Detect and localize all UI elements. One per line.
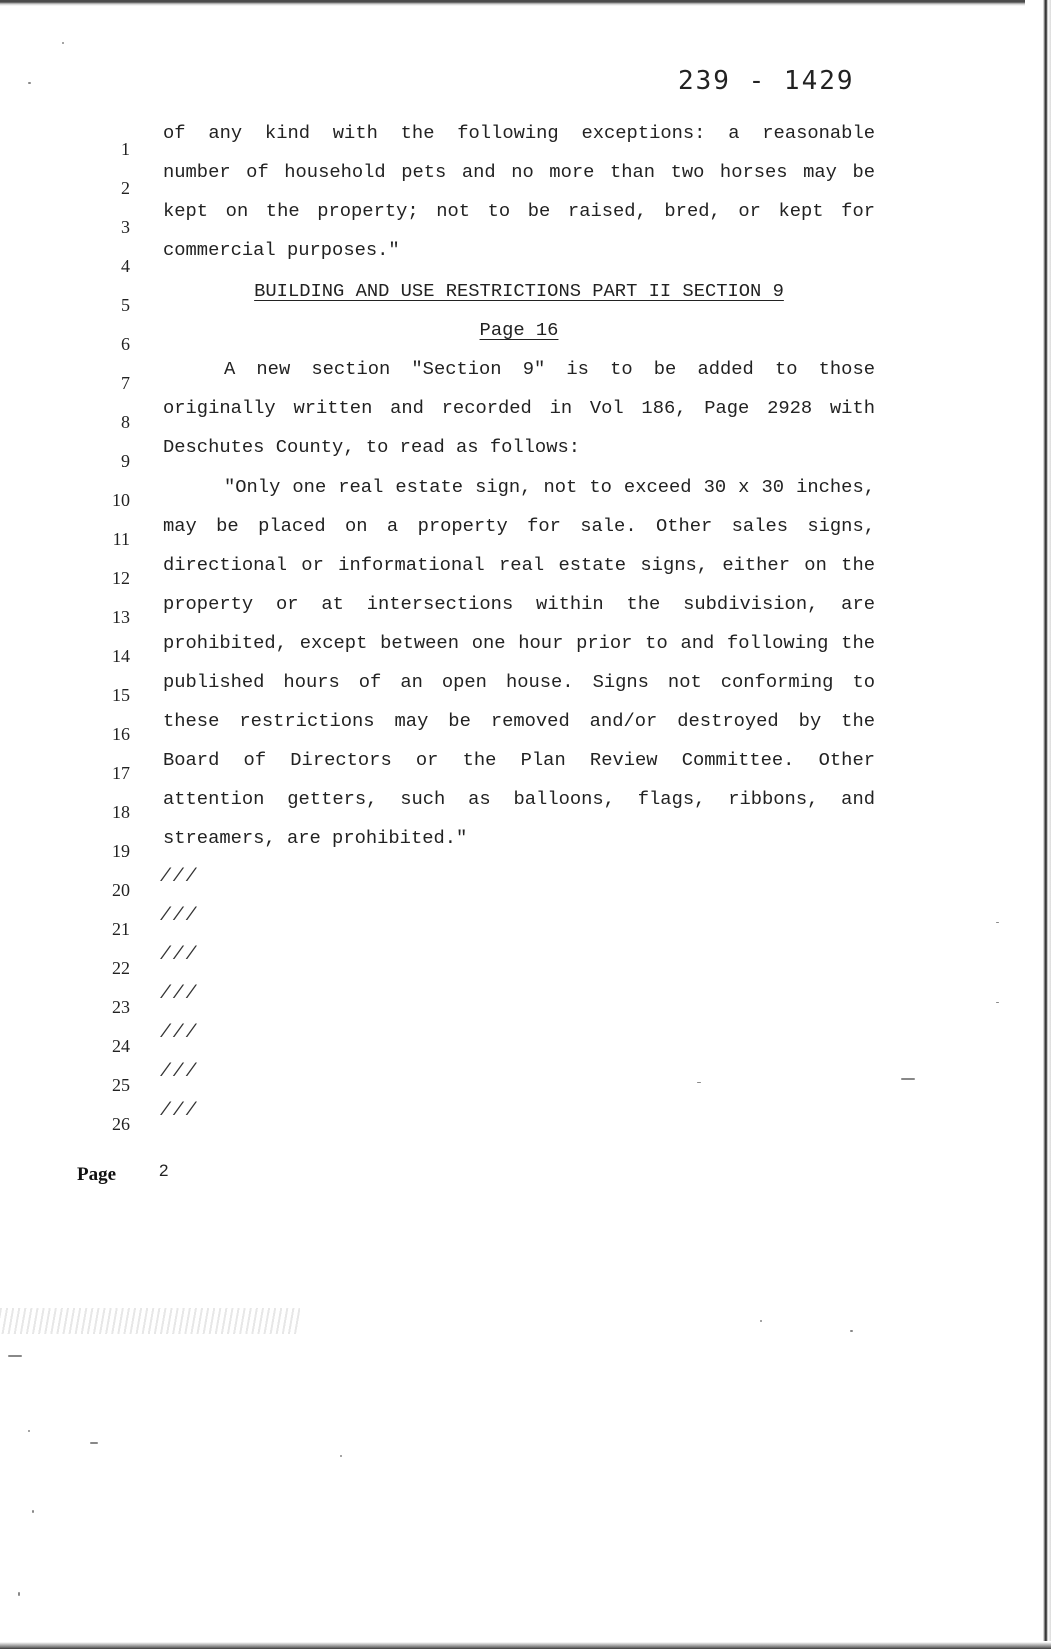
scan-speck — [996, 1002, 999, 1003]
text-line: property or at intersections within the subdivision, are — [163, 593, 875, 615]
line-number: 19 — [112, 841, 130, 861]
scan-speck — [28, 1430, 30, 1432]
continuation-mark: /// — [160, 1023, 199, 1043]
line-number: 3 — [121, 217, 130, 237]
scan-speck — [28, 82, 31, 84]
text-line: "Only one real estate sign, not to exceed 30 x 30 inches, — [224, 476, 875, 498]
footer-page-number: 2 — [159, 1161, 169, 1180]
scan-speck — [8, 1355, 22, 1357]
line-number: 25 — [112, 1075, 130, 1095]
line-number: 16 — [112, 724, 130, 744]
text-line: Deschutes County, to read as follows: — [163, 436, 581, 458]
line-number: 13 — [112, 607, 130, 627]
line-number: 23 — [112, 997, 130, 1017]
scan-speck — [901, 1078, 915, 1080]
text-line: directional or informational real estate signs, either on the — [163, 554, 875, 576]
text-line: A new section "Section 9" is to be added to those — [224, 358, 875, 380]
line-number: 20 — [112, 880, 130, 900]
scan-edge-right — [1025, 0, 1051, 1649]
scan-smudge — [0, 1308, 300, 1334]
scan-speck — [32, 1510, 34, 1513]
line-number: 11 — [112, 529, 130, 549]
scan-speck — [850, 1330, 853, 1332]
continuation-mark: /// — [160, 984, 199, 1004]
line-number: 22 — [112, 958, 130, 978]
scan-speck — [996, 922, 999, 923]
line-number: 7 — [121, 373, 130, 393]
section-heading — [163, 272, 875, 311]
continuation-mark: /// — [160, 945, 199, 965]
text-line: prohibited, except between one hour prior to and following the — [163, 632, 875, 654]
scan-edge-top — [0, 0, 1051, 6]
top-paragraph — [163, 114, 875, 270]
line-number: 8 — [121, 412, 130, 432]
text-line: Board of Directors or the Plan Review Committee. Other — [163, 749, 875, 771]
continuation-mark: /// — [160, 1101, 199, 1121]
scan-speck — [760, 1320, 762, 1322]
section-heading-text: BUILDING AND USE RESTRICTIONS PART II SECTION 9 — [254, 280, 784, 302]
line-number: 15 — [112, 685, 130, 705]
line-number: 1 — [121, 139, 130, 159]
line-number: 24 — [112, 1036, 130, 1056]
text-line: originally written and recorded in Vol 186, Page 2928 with — [163, 397, 875, 419]
continuation-mark: /// — [160, 906, 199, 926]
scan-edge-bottom — [0, 1641, 1051, 1649]
line-number: 6 — [121, 334, 130, 354]
scan-speck — [18, 1592, 20, 1596]
document-number: 239 - 1429 — [678, 66, 855, 96]
text-line: of any kind with the following exceptions: a reasonable — [163, 122, 875, 144]
text-line: commercial purposes." — [163, 239, 400, 261]
text-line: attention getters, such as balloons, flags, ribbons, and — [163, 788, 875, 810]
quote-paragraph — [163, 468, 875, 858]
line-number: 9 — [121, 451, 130, 471]
text-line: may be placed on a property for sale. Other sales signs, — [163, 515, 875, 537]
line-number: 4 — [121, 256, 130, 276]
footer-page-label: Page — [77, 1164, 117, 1185]
section-page-ref-text: Page 16 — [479, 319, 559, 341]
scan-speck — [697, 1082, 701, 1083]
intro-paragraph — [163, 350, 875, 467]
section-page-ref — [163, 311, 875, 350]
line-number: 18 — [112, 802, 130, 822]
scan-speck — [90, 1442, 98, 1444]
line-number: 5 — [121, 295, 130, 315]
line-number: 10 — [112, 490, 130, 510]
line-number: 21 — [112, 919, 130, 939]
scan-speck — [340, 1455, 342, 1457]
line-number: 26 — [112, 1114, 130, 1134]
continuation-mark: /// — [160, 867, 199, 887]
continuation-mark: /// — [160, 1062, 199, 1082]
text-line: number of household pets and no more than two horses may be — [163, 161, 875, 183]
text-line: streamers, are prohibited." — [163, 827, 468, 849]
text-line: kept on the property; not to be raised, bred, or kept for — [163, 200, 875, 222]
line-number: 12 — [112, 568, 130, 588]
text-line: these restrictions may be removed and/or destroyed by the — [163, 710, 875, 732]
scan-speck — [62, 42, 64, 44]
line-number: 14 — [112, 646, 130, 666]
line-number-gutter — [60, 0, 130, 1200]
text-line: published hours of an open house. Signs not conforming to — [163, 671, 875, 693]
line-number: 2 — [121, 178, 130, 198]
line-number: 17 — [112, 763, 130, 783]
